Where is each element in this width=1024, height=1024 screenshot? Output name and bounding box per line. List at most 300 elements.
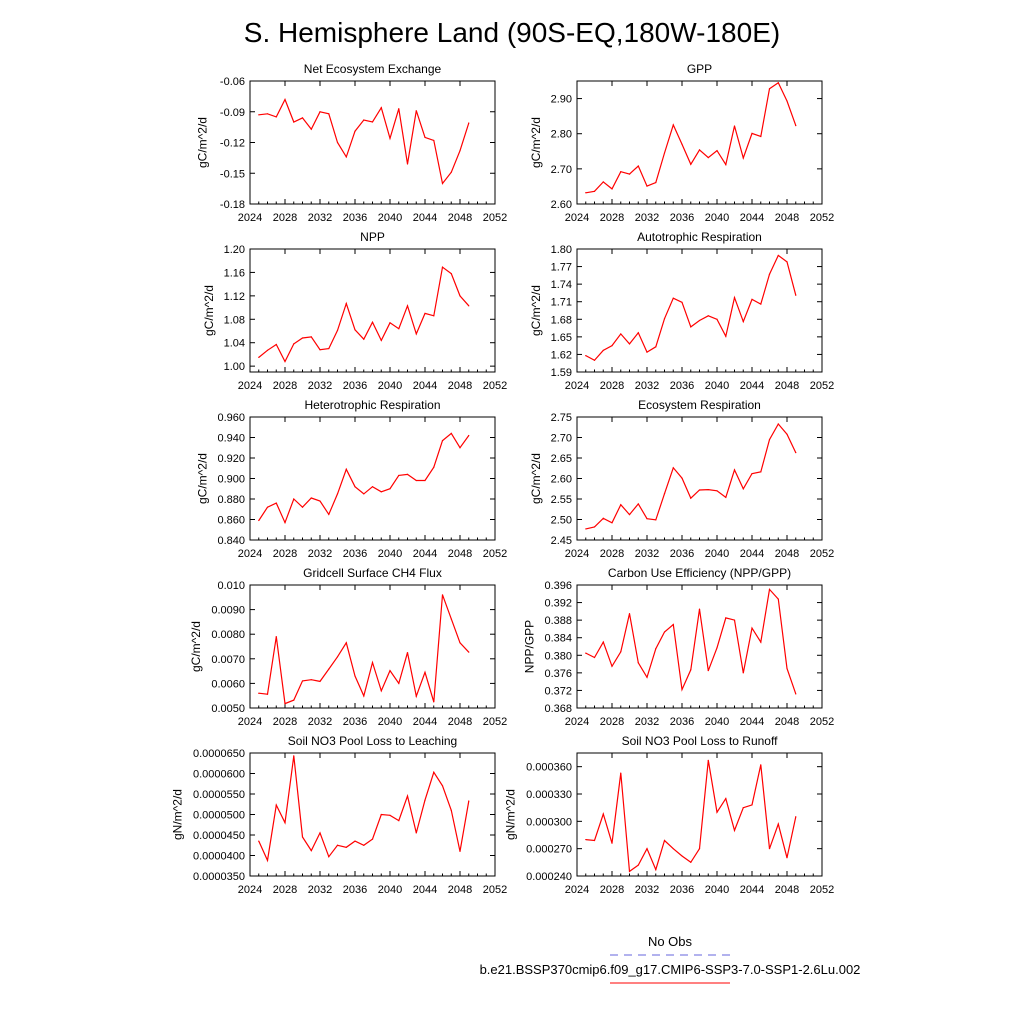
case-legend-label: b.e21.BSSP370cmip6.f09_g17.CMIP6-SSP3-7.0-SSP1-2.6Lu.002 [479, 962, 861, 977]
x-tick-label: 2028 [599, 716, 625, 728]
data-point [416, 696, 417, 697]
x-tick-label: 2048 [774, 884, 800, 896]
y-tick-label: 2.60 [550, 199, 572, 211]
data-point [734, 125, 735, 126]
x-tick-label: 2052 [809, 548, 835, 560]
data-point [363, 339, 364, 340]
x-tick-label: 2048 [447, 212, 473, 224]
figure-title: S. Hemisphere Land (90S-EQ,180W-180E) [243, 17, 781, 48]
data-point [459, 851, 460, 852]
data-point [451, 172, 452, 173]
x-tick-label: 2044 [739, 380, 765, 392]
data-point [424, 800, 425, 801]
data-point [302, 836, 303, 837]
y-tick-label: 0.0060 [211, 678, 245, 691]
x-tick-label: 2024 [237, 548, 263, 560]
data-point [655, 648, 656, 649]
x-tick-label: 2036 [342, 884, 368, 896]
y-axis-label: gC/m^2/d [195, 453, 210, 504]
data-point [743, 672, 744, 673]
data-point [778, 423, 779, 424]
data-point [433, 772, 434, 773]
y-tick-label: 0.372 [544, 685, 572, 698]
data-point [302, 117, 303, 118]
data-point [734, 620, 735, 621]
data-point [655, 182, 656, 183]
y-tick-label: 1.71 [550, 296, 572, 309]
data-point [603, 813, 604, 814]
data-point [354, 329, 355, 330]
data-point [389, 138, 390, 139]
x-tick-label: 2040 [704, 884, 730, 896]
data-point [337, 142, 338, 143]
panel-title: Ecosystem Respiration [638, 398, 761, 412]
panel-9 [170, 734, 507, 896]
x-tick-label: 2044 [412, 548, 438, 560]
data-point [646, 518, 647, 519]
data-point [681, 855, 682, 856]
y-tick-label: 1.74 [550, 279, 572, 292]
y-tick-label: 1.65 [550, 331, 572, 344]
x-tick-label: 2028 [599, 380, 625, 392]
x-tick-label: 2044 [412, 884, 438, 896]
x-tick-label: 2040 [377, 212, 403, 224]
series-line [259, 100, 469, 184]
x-tick-label: 2048 [447, 548, 473, 560]
series-line [259, 433, 469, 522]
data-point [603, 181, 604, 182]
data-point [638, 864, 639, 865]
data-point [267, 694, 268, 695]
panel-10 [504, 734, 835, 896]
data-point [673, 298, 674, 299]
x-tick-label: 2032 [634, 212, 660, 224]
x-tick-label: 2052 [482, 548, 508, 560]
data-point [629, 871, 630, 872]
y-tick-label: 0.0000550 [193, 789, 245, 801]
data-point [337, 845, 338, 846]
data-point [354, 675, 355, 676]
data-point [725, 164, 726, 165]
data-point [284, 99, 285, 100]
data-point [293, 755, 294, 756]
y-tick-label: 1.12 [223, 290, 245, 303]
panel-4 [529, 230, 834, 392]
plot-frame [250, 417, 495, 540]
data-point [398, 820, 399, 821]
x-tick-label: 2040 [377, 548, 403, 560]
data-point [311, 679, 312, 680]
panel-title: Net Ecosystem Exchange [303, 62, 442, 76]
series-line [259, 595, 469, 704]
y-axis-label: gC/m^2/d [528, 117, 543, 168]
y-tick-label: -0.15 [219, 168, 245, 181]
data-point [258, 841, 259, 842]
data-point [372, 486, 373, 487]
x-tick-label: 2032 [307, 380, 333, 392]
y-tick-label: 0.396 [544, 580, 572, 592]
data-point [699, 489, 700, 490]
panel-7 [189, 566, 507, 728]
y-tick-label: 0.940 [217, 432, 245, 445]
data-point [407, 305, 408, 306]
plot-frame [577, 249, 822, 372]
x-tick-label: 2024 [564, 884, 590, 896]
series-line [586, 589, 796, 694]
data-point [708, 157, 709, 158]
y-tick-label: 0.0000500 [193, 809, 245, 822]
x-tick-label: 2028 [272, 884, 298, 896]
data-point [673, 624, 674, 625]
x-tick-label: 2036 [342, 716, 368, 728]
x-tick-label: 2052 [809, 716, 835, 728]
data-point [690, 669, 691, 670]
y-tick-label: 1.04 [223, 337, 245, 350]
x-tick-label: 2028 [272, 212, 298, 224]
y-tick-label: 0.960 [217, 412, 245, 424]
data-point [699, 149, 700, 150]
x-tick-label: 2044 [739, 548, 765, 560]
y-tick-label: 2.90 [550, 93, 572, 106]
y-tick-label: 0.920 [217, 453, 245, 465]
x-tick-label: 2048 [774, 212, 800, 224]
data-point [708, 670, 709, 671]
y-tick-label: 0.0050 [211, 703, 245, 715]
data-point [620, 651, 621, 652]
x-tick-label: 2028 [599, 884, 625, 896]
data-point [620, 171, 621, 172]
data-point [363, 119, 364, 120]
x-tick-label: 2032 [634, 548, 660, 560]
x-tick-label: 2048 [447, 716, 473, 728]
y-tick-label: 2.75 [550, 412, 572, 424]
data-point [267, 860, 268, 861]
panel-title: Soil NO3 Pool Loss to Runoff [621, 734, 778, 748]
y-tick-label: 1.80 [550, 244, 572, 256]
data-point [786, 261, 787, 262]
x-tick-label: 2048 [447, 380, 473, 392]
data-point [459, 295, 460, 296]
data-point [778, 255, 779, 256]
data-point [258, 357, 259, 358]
data-point [416, 110, 417, 111]
data-point [433, 701, 434, 702]
panel-title: Heterotrophic Respiration [304, 398, 441, 412]
data-point [407, 795, 408, 796]
panel-5 [196, 398, 508, 560]
x-tick-label: 2052 [482, 716, 508, 728]
data-point [786, 434, 787, 435]
data-point [699, 609, 700, 610]
data-point [258, 693, 259, 694]
plot-frame [250, 585, 495, 708]
data-point [725, 336, 726, 337]
data-point [690, 498, 691, 499]
y-tick-label: 0.0000650 [193, 748, 245, 760]
panel-2 [529, 62, 834, 224]
data-point [416, 333, 417, 334]
data-point [743, 807, 744, 808]
data-point [346, 156, 347, 157]
data-point [585, 355, 586, 356]
y-tick-label: 0.000300 [526, 816, 572, 829]
data-point [442, 785, 443, 786]
panel-title: Autotrophic Respiration [637, 230, 762, 244]
data-point [381, 690, 382, 691]
series-line [586, 83, 796, 193]
x-tick-label: 2028 [599, 212, 625, 224]
data-point [319, 349, 320, 350]
panels [170, 62, 834, 896]
data-point [681, 144, 682, 145]
data-point [769, 274, 770, 275]
x-tick-label: 2044 [412, 212, 438, 224]
data-point [611, 345, 612, 346]
x-tick-label: 2052 [482, 380, 508, 392]
data-point [585, 192, 586, 193]
data-point [442, 267, 443, 268]
y-tick-label: 0.000330 [526, 789, 572, 801]
panel-6 [529, 398, 834, 560]
y-tick-label: 2.70 [550, 432, 572, 445]
data-point [468, 435, 469, 436]
data-point [708, 760, 709, 761]
y-tick-label: 2.80 [550, 128, 572, 141]
data-point [708, 489, 709, 490]
x-tick-label: 2024 [564, 548, 590, 560]
data-point [585, 528, 586, 529]
data-point [751, 299, 752, 300]
data-point [302, 337, 303, 338]
data-point [363, 493, 364, 494]
data-point [328, 856, 329, 857]
data-point [795, 125, 796, 126]
data-point [795, 816, 796, 817]
panel-1 [196, 62, 508, 224]
y-axis-label: gC/m^2/d [189, 621, 204, 672]
x-tick-label: 2036 [669, 716, 695, 728]
data-point [594, 360, 595, 361]
data-point [451, 273, 452, 274]
x-tick-label: 2036 [342, 380, 368, 392]
data-point [646, 677, 647, 678]
y-tick-label: 0.840 [217, 535, 245, 547]
panel-title: Carbon Use Efficiency (NPP/GPP) [607, 566, 792, 580]
x-tick-label: 2036 [342, 548, 368, 560]
x-tick-label: 2044 [412, 380, 438, 392]
data-point [293, 343, 294, 344]
data-point [311, 850, 312, 851]
data-point [451, 810, 452, 811]
data-point [725, 497, 726, 498]
y-tick-label: 1.20 [223, 244, 245, 256]
y-tick-label: 1.77 [550, 261, 572, 274]
data-point [611, 188, 612, 189]
x-tick-label: 2052 [809, 884, 835, 896]
x-tick-label: 2052 [482, 212, 508, 224]
data-point [778, 823, 779, 824]
series-line [586, 255, 796, 360]
data-point [284, 822, 285, 823]
data-point [629, 343, 630, 344]
y-tick-label: 0.388 [544, 615, 572, 628]
data-point [276, 344, 277, 345]
x-tick-label: 2044 [739, 212, 765, 224]
y-tick-label: 0.368 [544, 703, 572, 715]
plot-frame [250, 81, 495, 204]
data-point [603, 642, 604, 643]
data-point [611, 666, 612, 667]
data-point [346, 303, 347, 304]
x-tick-label: 2024 [237, 380, 263, 392]
data-point [372, 839, 373, 840]
y-tick-label: 0.392 [544, 597, 572, 610]
x-tick-label: 2044 [739, 716, 765, 728]
panel-title: Gridcell Surface CH4 Flux [303, 566, 442, 580]
x-tick-label: 2040 [377, 884, 403, 896]
data-point [468, 122, 469, 123]
y-tick-label: 0.0000400 [193, 850, 245, 863]
data-point [751, 627, 752, 628]
data-point [442, 594, 443, 595]
data-point [398, 108, 399, 109]
data-point [708, 315, 709, 316]
x-tick-label: 2032 [307, 716, 333, 728]
data-point [620, 772, 621, 773]
data-point [716, 647, 717, 648]
data-point [424, 480, 425, 481]
data-point [354, 131, 355, 132]
data-point [681, 477, 682, 478]
data-point [594, 526, 595, 527]
data-point [337, 330, 338, 331]
data-point [328, 113, 329, 114]
data-point [407, 652, 408, 653]
data-point [690, 164, 691, 165]
y-tick-label: 1.59 [550, 367, 572, 379]
data-point [319, 832, 320, 833]
data-point [769, 439, 770, 440]
x-tick-label: 2052 [809, 212, 835, 224]
data-point [389, 488, 390, 489]
data-point [760, 471, 761, 472]
x-tick-label: 2040 [704, 548, 730, 560]
data-point [751, 804, 752, 805]
legend [480, 934, 861, 983]
data-point [778, 598, 779, 599]
y-tick-label: 2.70 [550, 163, 572, 176]
data-point [276, 116, 277, 117]
x-tick-label: 2048 [447, 884, 473, 896]
data-point [372, 662, 373, 663]
y-tick-label: 2.50 [550, 514, 572, 527]
x-tick-label: 2024 [237, 212, 263, 224]
data-point [664, 152, 665, 153]
data-point [699, 320, 700, 321]
y-tick-label: 0.900 [217, 473, 245, 486]
data-point [734, 297, 735, 298]
data-point [655, 869, 656, 870]
y-tick-label: 0.0080 [211, 629, 245, 642]
data-point [673, 124, 674, 125]
data-point [468, 305, 469, 306]
data-point [381, 340, 382, 341]
data-point [293, 121, 294, 122]
data-point [267, 507, 268, 508]
data-point [293, 498, 294, 499]
y-axis-label: gC/m^2/d [528, 453, 543, 504]
data-point [673, 467, 674, 468]
y-tick-label: -0.06 [219, 76, 245, 88]
data-point [302, 680, 303, 681]
data-point [337, 656, 338, 657]
data-point [302, 507, 303, 508]
data-point [664, 840, 665, 841]
x-tick-label: 2028 [272, 380, 298, 392]
data-point [363, 695, 364, 696]
y-tick-label: 1.68 [550, 314, 572, 327]
panel-3 [202, 230, 507, 392]
data-point [311, 497, 312, 498]
data-point [311, 336, 312, 337]
data-point [690, 862, 691, 863]
data-point [786, 857, 787, 858]
data-point [389, 322, 390, 323]
x-tick-label: 2032 [634, 380, 660, 392]
series-line [586, 760, 796, 871]
data-point [442, 440, 443, 441]
data-point [769, 589, 770, 590]
data-point [389, 815, 390, 816]
x-tick-label: 2040 [377, 716, 403, 728]
y-axis-label: gC/m^2/d [201, 285, 216, 336]
data-point [716, 490, 717, 491]
data-point [716, 319, 717, 320]
panel-8 [523, 566, 835, 728]
data-point [743, 321, 744, 322]
data-point [620, 333, 621, 334]
y-tick-label: 0.880 [217, 494, 245, 506]
data-point [459, 642, 460, 643]
data-point [372, 322, 373, 323]
data-point [760, 642, 761, 643]
panel-title: NPP [360, 230, 385, 244]
y-axis-label: gN/m^2/d [170, 789, 185, 840]
plot-frame [577, 417, 822, 540]
data-point [381, 491, 382, 492]
data-point [760, 764, 761, 765]
data-point [611, 843, 612, 844]
y-tick-label: 0.000360 [526, 761, 572, 774]
y-tick-label: 0.0000450 [193, 830, 245, 842]
data-point [629, 174, 630, 175]
y-tick-label: 1.00 [223, 361, 245, 374]
data-point [734, 830, 735, 831]
data-point [778, 82, 779, 83]
x-tick-label: 2032 [307, 884, 333, 896]
x-tick-label: 2048 [774, 380, 800, 392]
data-point [346, 469, 347, 470]
data-point [646, 848, 647, 849]
data-point [258, 114, 259, 115]
data-point [372, 121, 373, 122]
data-point [337, 493, 338, 494]
data-point [681, 689, 682, 690]
data-point [725, 617, 726, 618]
series-line [259, 267, 469, 361]
data-point [381, 814, 382, 815]
data-point [328, 514, 329, 515]
